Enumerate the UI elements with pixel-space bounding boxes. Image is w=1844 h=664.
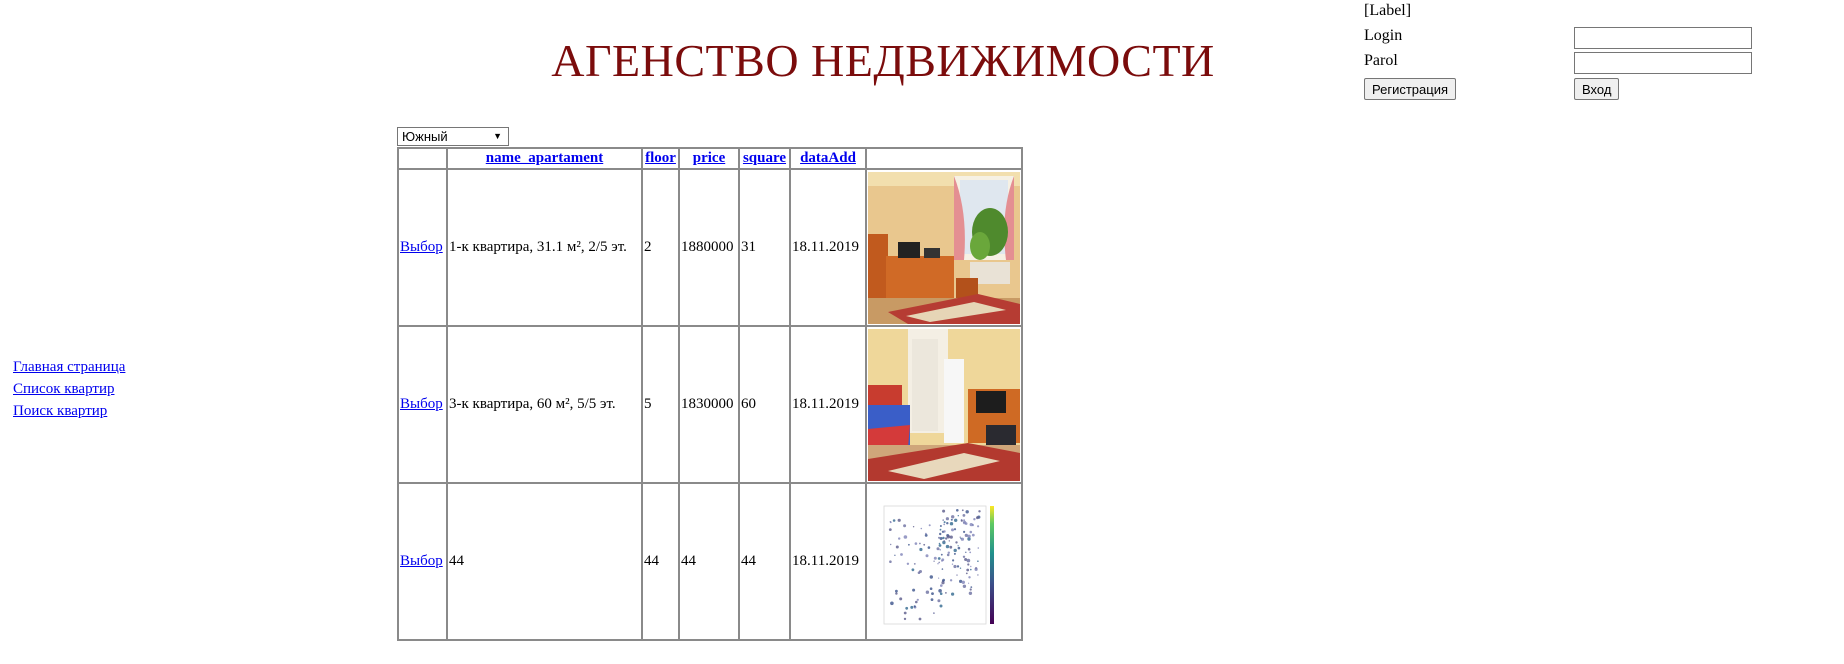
scatter-point [890,521,892,523]
scatter-point [942,509,945,512]
scatter-point [894,554,895,555]
scatter-point [940,537,943,540]
login-input[interactable] [1574,27,1752,49]
scatter-point [941,581,944,584]
scatter-point [961,519,963,521]
parol-input[interactable] [1574,52,1752,74]
column-header-name [447,148,642,169]
cell-date: 18.11.2019 [790,169,866,326]
district-select[interactable] [397,127,509,146]
scatter-point [940,592,943,595]
scatter-point [945,537,947,539]
scatter-point [938,561,940,563]
scatter-point [940,584,943,587]
scatter-point [968,582,969,583]
scatter-point [905,606,908,609]
scatter-point [914,563,916,565]
scatter-point [962,580,965,583]
cell-floor: 44 [642,483,679,640]
scatter-point [964,558,967,561]
scatter-point [963,555,965,557]
cell-square: 31 [739,169,790,326]
scatter-point [966,568,969,571]
scatter-point [963,514,966,517]
scatter-point [898,537,900,539]
apartment-photo [868,329,1020,481]
cell-name: 44 [447,483,642,640]
scatter-point [965,533,968,536]
scatter-point [951,592,954,595]
scatter-point [978,510,980,512]
scatter-point [949,540,950,541]
scatter-point [950,579,952,581]
scatter-point [946,522,948,524]
scatter-point [951,515,954,518]
scatter-point [942,536,944,538]
scatter-point [958,545,959,546]
scatter-point [931,598,934,601]
scatter-point [915,600,918,603]
scatter-point [944,521,946,523]
scatter-point [976,516,979,519]
scatter-point [960,536,961,537]
scatter-point [890,543,891,544]
scatter-point [929,524,931,526]
register-button[interactable]: Регистрация [1364,78,1456,100]
scatter-point [970,586,972,588]
scatter-point [898,518,901,521]
nav-apartments-list-link[interactable]: Список квартир [13,381,115,397]
scatter-point [919,542,921,544]
scatter-point [948,551,950,553]
scatter-point [904,617,906,619]
scatter-point [943,540,945,542]
scatter-point [967,563,969,565]
scatter-point [895,592,897,594]
scatter-point [921,527,923,529]
scatter-point [973,518,975,520]
scatter-point [956,509,959,512]
scatter-point [963,530,965,532]
chevron-down-icon: ▼ [493,131,502,141]
scatter-point [904,535,908,539]
page-title: АГЕНСТВО НЕДВИЖИМОСТИ [551,35,1215,86]
scatter-point [950,522,953,525]
apartment-photo [868,172,1020,324]
scatter-point [903,524,906,527]
scatter-point [978,547,980,549]
cell-price: 1830000 [679,326,739,483]
scatter-point [934,556,937,559]
scatter-point [945,592,947,594]
scatter-point [947,535,950,538]
cell-date: 18.11.2019 [790,326,866,483]
scatter-point [977,574,978,575]
scatter-point [919,570,922,573]
scatter-plot-thumbnail [868,486,1020,638]
scatter-point [967,558,971,562]
scatter-point [942,519,944,521]
select-link[interactable]: Выбор [400,553,443,569]
scatter-point [940,528,942,530]
scatter-point [917,598,919,600]
scatter-point [928,546,931,549]
table-header-row [398,148,1022,169]
scatter-point [954,552,956,554]
scatter-point [966,510,969,513]
scatter-point [939,549,941,551]
column-header-action [398,148,447,169]
sort-by-name-link[interactable]: name_apartament [485,150,604,166]
scatter-point [910,605,913,608]
column-header-price [679,148,739,169]
scatter-point [895,589,898,592]
scatter-point [940,604,943,607]
scatter-point [949,545,952,548]
scatter-point [943,530,945,532]
scatter-point [958,546,961,549]
scatter-point [942,568,944,570]
scatter-point [961,537,964,540]
nav-apartments-search-link[interactable]: Поиск квартир [13,403,108,419]
district-select-value: Южный [402,129,448,144]
cell-square: 60 [739,326,790,483]
cell-date: 18.11.2019 [790,483,866,640]
scatter-point [926,554,929,557]
scatter-point [912,568,915,571]
sort-by-price-link[interactable]: price [692,150,726,166]
scatter-point [962,509,964,511]
table-row [398,169,1022,326]
column-header-floor [642,148,679,169]
scatter-point [951,518,953,520]
scatter-point [908,543,910,545]
scatter-point [953,564,956,567]
scatter-point [970,568,972,570]
scatter-point [939,544,942,547]
select-link[interactable]: Выбор [400,396,443,412]
scatter-point [977,525,979,527]
scatter-point [963,521,964,522]
table-row [398,483,1022,640]
scatter-point [965,551,966,552]
scatter-point [957,565,959,567]
scatter-point [890,601,894,605]
scatter-point [969,591,972,594]
scatter-point [943,523,945,525]
scatter-point [963,584,966,587]
scatter-point [939,542,941,544]
column-header-date [790,148,866,169]
scatter-point [954,528,956,530]
cell-square: 44 [739,483,790,640]
scatter-point [969,539,970,540]
scatter-point [893,519,896,522]
scatter-point [969,551,971,553]
scatter-point [967,534,970,537]
scatter-point [925,534,928,537]
parol-label: Parol [1364,52,1398,69]
scatter-point [970,588,972,590]
scatter-point [914,605,916,607]
scatter-point [954,518,957,521]
scatter-point [970,530,973,533]
scatter-point [938,589,942,593]
scatter-point [977,560,979,562]
status-label: [Label] [1364,2,1412,19]
scatter-point [937,563,938,564]
login-panel [1364,2,1784,102]
scatter-point [955,541,957,543]
scatter-point [915,542,918,545]
login-label: Login [1364,27,1403,44]
enter-button[interactable]: Вход [1574,78,1619,100]
scatter-point [919,547,922,550]
scatter-point [972,533,975,536]
cell-name: 1-к квартира, 31.1 м², 2/5 эт. [447,169,642,326]
scatter-point [975,567,978,570]
scatter-point [933,612,935,614]
sort-by-date-link[interactable]: dataAdd [800,150,856,166]
scatter-point [938,577,939,578]
select-link[interactable]: Выбор [400,239,443,255]
scatter-point [951,528,954,531]
scatter-point [899,597,902,600]
sort-by-floor-link[interactable]: floor [645,150,676,166]
scatter-point [952,563,953,564]
scatter-point [941,553,943,555]
scatter-point [919,617,922,620]
nav-home-link[interactable]: Главная страница [13,359,126,375]
scatter-point [970,565,971,566]
scatter-point [912,588,915,591]
sort-by-square-link[interactable]: square [742,150,787,166]
cell-price: 1880000 [679,169,739,326]
scatter-point [930,575,933,578]
column-header-square [739,148,790,169]
apartments-table [397,147,1023,641]
scatter-point [904,611,907,614]
scatter-point [926,590,929,593]
scatter-point [900,553,903,556]
scatter-point [913,526,914,527]
cell-price: 44 [679,483,739,640]
scatter-point [970,523,973,526]
scatter-point [946,517,949,520]
scatter-point [889,528,892,531]
scatter-point [889,560,892,563]
scatter-point [940,525,942,527]
scatter-point [942,578,945,581]
scatter-point [896,545,899,548]
scatter-point [937,547,940,550]
scatter-point [968,547,971,550]
scatter-point [963,520,966,523]
scatter-point [923,543,925,545]
scatter-point [956,574,957,575]
scatter-point [939,532,941,534]
column-header-image [866,148,1022,169]
scatter-point [930,587,933,590]
scatter-point [958,515,959,516]
table-row [398,326,1022,483]
cell-floor: 2 [642,169,679,326]
scatter-point [952,559,954,561]
scatter-point [950,535,953,538]
scatter-point [937,599,940,602]
scatter-point [954,548,957,551]
scatter-point [933,560,934,561]
scatter-point [907,562,909,564]
scatter-point [963,519,965,521]
scatter-point [938,557,941,560]
scatter-point [931,592,934,595]
scatter-point [941,558,944,561]
scatter-point [947,553,950,556]
side-nav [13,356,125,422]
scatter-point [968,576,970,578]
cell-floor: 5 [642,326,679,483]
scatter-point [966,572,968,574]
scatter-point [946,544,949,547]
cell-name: 3-к квартира, 60 м², 5/5 эт. [447,326,642,483]
scatter-point [960,567,961,568]
